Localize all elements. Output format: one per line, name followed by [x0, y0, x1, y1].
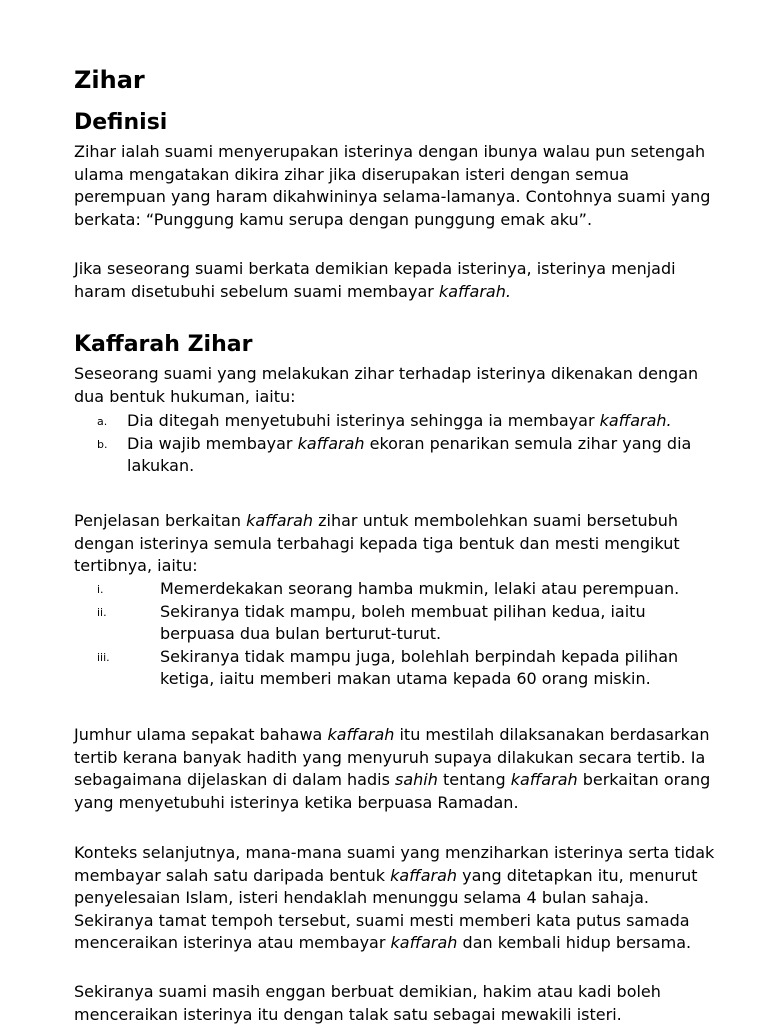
- paragraph-jumhur: Jumhur ulama sepakat bahawa kaffarah itu mestilah dilaksanakan berdasarkan tertib kerana banyak hadith yang menyuruh supaya dilakukan secara tertib. Ia sebagaimana dijelaskan di dalam hadis sahih tentang kaffarah berkaitan orang yang menyetubuhi isterinya ketika berpuasa Ramadan.: [74, 725, 711, 812]
- list-item: b. Dia wajib membayar kaffarah ekoran penarikan semula zihar yang dia lakukan.: [97, 433, 692, 475]
- list-item: ii. Sekiranya tidak mampu, boleh membuat pilihan kedua, iaitu berpuasa dua bulan berturut-turut.: [97, 601, 646, 643]
- section-heading-definisi: Definisi: [74, 110, 168, 135]
- list-marker: iii.: [97, 650, 110, 664]
- list-item: i. Memerdekakan seorang hamba mukmin, lelaki atau perempuan.: [74, 578, 724, 601]
- paragraph-judge: Sekiranya suami masih enggan berbuat demikian, hakim atau kadi boleh menceraikan isterinya itu dengan talak satu sebagai mewakili isteri.: [74, 982, 661, 1024]
- list-kaffarah-forms: [74, 578, 724, 691]
- paragraph-penalties-intro: Seseorang suami yang melakukan zihar terhadap isterinya dikenakan dengan dua bentuk hukuman, iaitu:: [74, 364, 699, 406]
- list-item: a. Dia ditegah menyetubuhi isterinya sehingga ia membayar kaffarah.: [74, 410, 724, 433]
- list-item: iii. Sekiranya tidak mampu juga, bolehlah berpindah kepada pilihan ketiga, iaitu memberi makan utama kepada 60 orang miskin.: [97, 646, 679, 688]
- list-marker: b.: [97, 437, 108, 451]
- paragraph-kaffarah-forms: Penjelasan berkaitan kaffarah zihar untuk membolehkan suami bersetubuh dengan isterinya semula terbahagi kepada tiga bentuk dan mesti mengikut tertibnya, iaitu:: [74, 511, 680, 575]
- paragraph-consequence: Jika seseorang suami berkata demikian kepada isterinya, isterinya menjadi haram disetubuhi sebelum suami membayar kaffarah.: [74, 259, 676, 301]
- paragraph-context: Konteks selanjutnya, mana-mana suami yang menziharkan isterinya serta tidak membayar salah satu daripada bentuk kaffarah yang ditetapkan itu, menurut penyelesaian Islam, isteri hendaklah menunggu selama 4 bulan sahaja. Sekiranya tamat tempoh tersebut, suami mesti memberi kata putus samada menceraikan isterinya atau membayar kaffarah dan kembali hidup bersama.: [74, 843, 715, 952]
- document-title: Zihar: [74, 66, 145, 94]
- list-marker: i.: [97, 583, 104, 596]
- list-marker: a.: [97, 415, 108, 428]
- list-marker: ii.: [97, 605, 107, 619]
- section-heading-kaffarah: Kaffarah Zihar: [74, 332, 253, 357]
- paragraph-definition: Zihar ialah suami menyerupakan isterinya dengan ibunya walau pun setengah ulama mengatakan dikira zihar jika diserupakan isteri dengan semua perempuan yang haram dikahwininya selama-lamanya. Contohnya suami yang berkata: “Punggung kamu serupa dengan punggung emak aku”.: [74, 142, 711, 229]
- list-penalties: [74, 410, 724, 478]
